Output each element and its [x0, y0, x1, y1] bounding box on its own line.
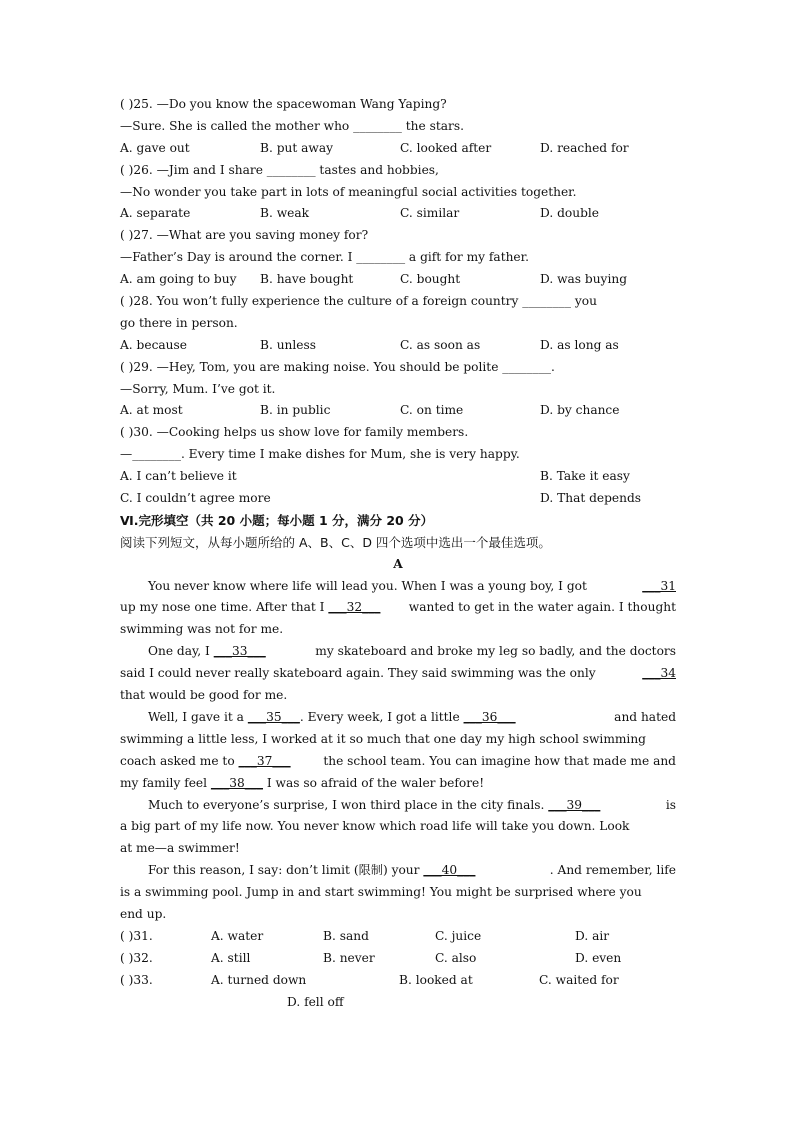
option-b: B. weak: [260, 206, 309, 221]
passage-line: is a swimming pool. Jump in and start swimming! You might be surprised where you: [120, 885, 642, 900]
blank-33: ___33___: [213, 644, 266, 659]
option-a: A. at most: [120, 403, 183, 418]
option-a: A. still: [211, 950, 251, 965]
question-27-dialogue: —Father’s Day is around the corner. I ________ a gift for my father.: [120, 250, 530, 265]
option-c: C. I couldn’t agree more: [120, 491, 271, 506]
option-c: C. also: [435, 950, 477, 965]
option-a: A. gave out: [120, 140, 190, 155]
question-29-stem: ( )29. —Hey, Tom, you are making noise. You should be polite ________.: [120, 359, 555, 374]
option-c: C. looked after: [400, 140, 492, 155]
cloze-32-options: [120, 948, 676, 970]
passage-line: You never know where life will lead you. When I was a young boy, I got ___31: [120, 576, 676, 598]
option-c: C. juice: [435, 928, 482, 943]
blank-37: ___37___: [238, 753, 291, 768]
option-b: B. unless: [260, 337, 317, 352]
option-c: C. similar: [400, 206, 460, 221]
passage-line: my family feel ___38___ I was so afraid of the waler before!: [120, 775, 485, 790]
cloze-33-options: [120, 970, 676, 992]
question-30-stem: ( )30. —Cooking helps us show love for family members.: [120, 425, 469, 440]
option-d: D. reached for: [540, 140, 629, 155]
option-b: B. have bought: [260, 272, 354, 287]
blank-31: ___31: [642, 578, 676, 593]
question-28-stem: ( )28. You won’t fully experience the culture of a foreign country ________ you: [120, 294, 597, 309]
question-29-options: [120, 400, 676, 422]
passage-line: swimming a little less, I worked at it so much that one day my high school swimming: [120, 731, 646, 746]
passage-line: that would be good for me.: [120, 688, 288, 703]
cloze-33-options-row2: [120, 992, 676, 1014]
passage-line: up my nose one time. After that I ___32___ wanted to get in the water again. I thought: [120, 600, 676, 615]
blank-34: ___34: [642, 666, 676, 681]
option-c: C. bought: [400, 272, 461, 287]
option-a: A. separate: [120, 206, 191, 221]
question-27-stem: ( )27. —What are you saving money for?: [120, 228, 369, 243]
question-30-options-row1: [120, 466, 676, 488]
option-d: D. That depends: [540, 491, 642, 506]
passage-line: Well, I gave it a ___35___. Every week, I got a little ___36___ and hated: [148, 709, 676, 724]
question-26-dialogue: —No wonder you take part in lots of meaningful social activities together.: [120, 184, 577, 199]
option-b: B. put away: [260, 140, 333, 155]
option-a: A. because: [120, 337, 187, 352]
blank-39: ___39___: [548, 797, 601, 812]
blank-35: ___35___: [247, 709, 300, 724]
option-b: B. never: [323, 950, 375, 965]
question-29-dialogue: —Sorry, Mum. I’ve got it.: [120, 381, 276, 396]
option-c: C. waited for: [539, 972, 619, 987]
cloze-31-options: [120, 926, 676, 948]
option-d: D. as long as: [540, 337, 619, 352]
passage-label: A: [393, 556, 403, 571]
option-a: A. turned down: [211, 972, 307, 987]
question-number: ( )31.: [120, 928, 153, 943]
blank-38: ___38___: [210, 775, 263, 790]
question-30-options-row2: [120, 488, 676, 510]
blank-32: ___32___: [328, 600, 381, 615]
passage-line: swimming was not for me.: [120, 622, 284, 637]
option-d: D. by chance: [540, 403, 620, 418]
option-a: A. water: [211, 928, 264, 943]
exam-page: [120, 94, 676, 1013]
option-d: D. was buying: [540, 272, 627, 287]
option-d: D. double: [540, 206, 599, 221]
passage-line: For this reason, I say: don’t limit (限制) your ___40___ . And remember, life: [148, 863, 676, 878]
question-30-dialogue: —________. Every time I make dishes for Mum, she is very happy.: [120, 447, 520, 462]
option-b: B. sand: [323, 928, 369, 943]
option-a: A. am going to buy: [120, 272, 237, 287]
question-26-options: [120, 203, 676, 225]
passage-line: at me—a swimmer!: [120, 841, 240, 856]
option-d: D. air: [575, 928, 610, 943]
question-number: ( )32.: [120, 950, 153, 965]
question-28-options: [120, 335, 676, 357]
section-instruction: 阅读下列短文，从每小题所给的 A、B、C、D 四个选项中选出一个最佳选项。: [120, 534, 551, 550]
passage-line: end up.: [120, 906, 167, 921]
passage-line: said I could never really skateboard again. They said swimming was the only ___34: [120, 663, 676, 685]
passage-line: a big part of my life now. You never know which road life will take you down. Look: [120, 819, 630, 834]
section-title: Ⅵ.完形填空（共 20 小题；每小题 1 分，满分 20 分）: [120, 512, 434, 528]
blank-40: ___40___: [423, 863, 476, 878]
option-c: C. as soon as: [400, 337, 481, 352]
question-25-options: [120, 138, 676, 160]
option-b: B. Take it easy: [540, 469, 630, 484]
question-25-dialogue: —Sure. She is called the mother who ________ the stars.: [120, 118, 464, 133]
option-d: D. fell off: [287, 994, 344, 1009]
blank-36: ___36___: [463, 709, 516, 724]
question-number: ( )33.: [120, 972, 153, 987]
question-25-stem: ( )25. —Do you know the spacewoman Wang Yaping?: [120, 97, 447, 111]
question-27-options: [120, 269, 676, 291]
option-a: A. I can’t believe it: [120, 469, 237, 484]
option-d: D. even: [575, 950, 622, 965]
question-26-stem: ( )26. —Jim and I share ________ tastes and hobbies,: [120, 162, 439, 177]
option-b: B. in public: [260, 403, 331, 418]
question-28-continuation: go there in person.: [120, 315, 238, 330]
option-c: C. on time: [400, 403, 464, 418]
option-b: B. looked at: [399, 972, 473, 987]
passage-line: coach asked me to ___37___ the school team. You can imagine how that made me and: [120, 753, 676, 768]
passage-line: One day, I ___33___ my skateboard and broke my leg so badly, and the doctors: [148, 644, 676, 659]
passage-line: Much to everyone’s surprise, I won third place in the city finals. ___39___ is: [148, 797, 676, 812]
